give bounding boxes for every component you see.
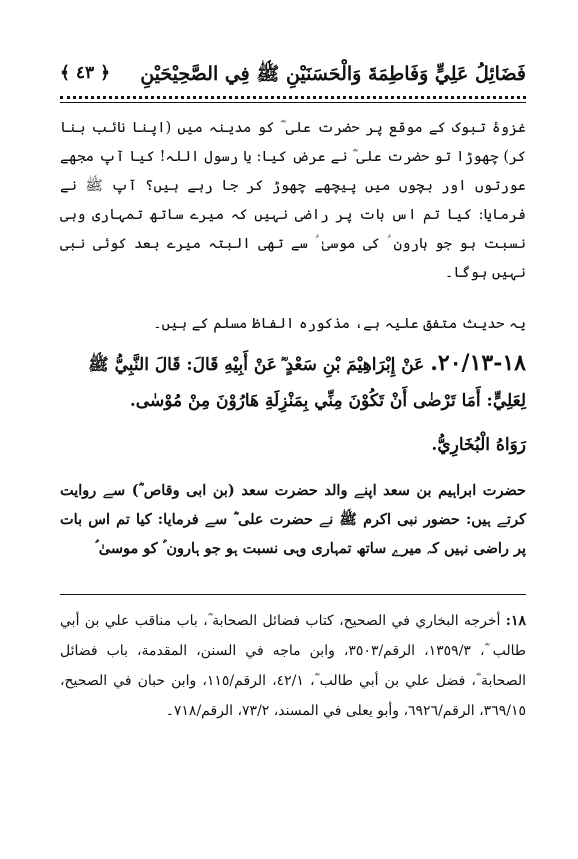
hadith-number: ١٨-٢٠/١٣. (430, 350, 526, 376)
urdu-paragraph-1: غزوۂ تبوک کے موقع پر حضرت علی ؓ کو مدینہ میں (اپنا نائب بنا کر) چھوڑا تو حضرت علی ؓ نے عرض کیا: یا رسول اللہ! کیا آپ مجھے عورتوں اور بچوں میں پیچھے چھوڑ کر جا رہے ہیں؟ آپ ﷺ نے فرمایا: کیا تم اس بات پر راضی نہیں کہ میرے ساتھ تمہاری وہی نسبت ہو جو ہارون ؑ کی موسیٰ ؑ سے تھی البتہ میرے بعد کوئی نبی نہیں ہوگا۔ (60, 120, 526, 281)
header-solid-rule (60, 102, 526, 103)
page-number: ﴾ ٤٣ ﴿ (60, 63, 111, 83)
hadith-block (60, 345, 526, 455)
hadith-text: عَنْ إِبْرَاهِيْمَ بْنِ سَعْدٍ ؓ عَنْ أَبِيْهِ قَالَ: قَالَ النَّبِيُّ ﷺ لِعَلِيٍّ: أَمَا تَرْضٰى أَنْ تَكُوْنَ مِنِّي بِمَنْزِلَةِ هَارُوْنَ مِنْ مُوْسٰى. (88, 355, 526, 411)
header-dotted-rule (60, 96, 526, 99)
urdu-paragraph-2: یہ حدیث متفق علیہ ہے، مذکورہ الفاظ مسلم کے ہیں۔ (153, 316, 526, 332)
urdu-paragraph-3: حضرت ابراہیم بن سعد اپنے والد حضرت سعد (بن ابی وقاص ؓ) سے روایت کرتے ہیں: حضور نبی اکرم ﷺ نے حضرت علی ؓ سے فرمایا: کیا تم اس بات پر راضی نہیں کہ میرے ساتھ تمہاری وہی نسبت ہو جو ہارون ؑ کو موسیٰ ؑ (60, 482, 526, 557)
footnote (60, 606, 526, 726)
footnote-text: أخرجه البخاري في الصحيح، كتاب فضائل الصحابة ؓ، باب مناقب علي بن أبي طالب ؓ، ١٣٥٩/٣، الرقم/٣٥٠٣، وابن ماجه في السنن، المقدمة، باب فضائل الصحابة ؓ، فضل علي بن أبي طالب ؓ، ٤٢/١، الرقم/١١٥، وابن حبان في الصحيح، ٣٦٩/١٥، الرقم/٦٩٢٦، وأبو يعلى في المسند، ٧٣/٢، الرقم/٧١٨۔ (60, 613, 526, 719)
footnote-label: ١٨: (505, 613, 526, 629)
footnote-rule (60, 594, 526, 595)
hadith-narration-source: رَوَاهُ الْبُخَارِيُّ. (431, 435, 526, 455)
running-title: فَضَائِلُ عَلِيٍّ وَفَاطِمَةَ وَالْحَسَنَيْنِ ﷺ فِي الصَّحِيْحَيْنِ (140, 63, 526, 85)
page-header (60, 60, 526, 92)
